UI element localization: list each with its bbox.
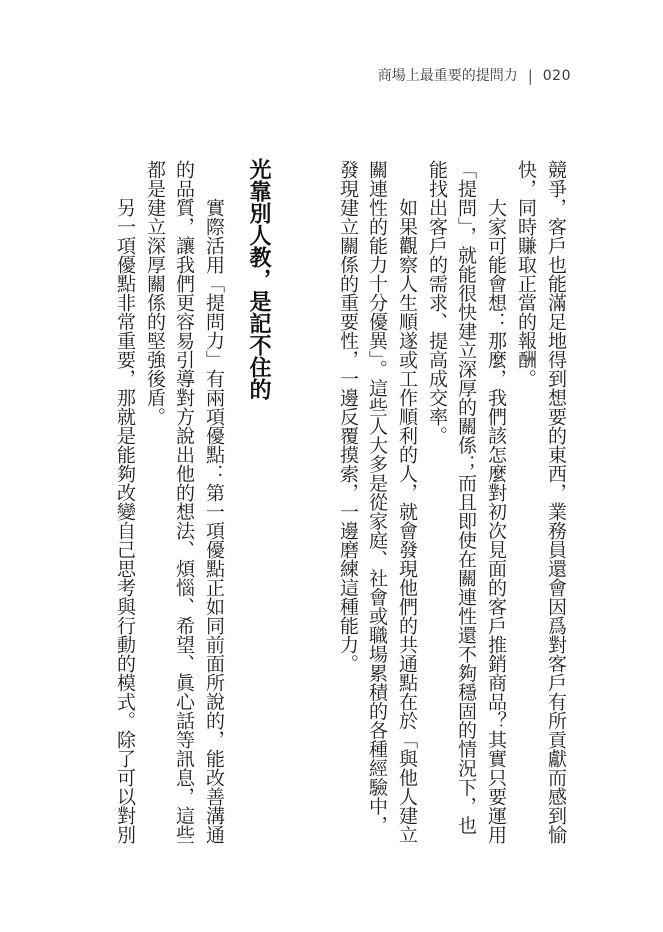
page-number: 020 bbox=[542, 68, 571, 84]
text-column: 快，同時賺取正當的報酬。 bbox=[515, 160, 537, 388]
text-column: 能找出客戶的需求、提高成交率。 bbox=[426, 160, 448, 445]
text-column: 的品質，讓我們更容易引導對方說出他的想法、煩惱、希望、眞心話等訊息，這些 bbox=[173, 160, 195, 844]
text-column: 大家可能會想：那麼，我們該怎麼對初次見面的客戶推銷商品？其實只要運用 bbox=[485, 198, 507, 844]
text-column: 另一項優點非常重要，那就是能夠改變自己思考與行動的模式。除了可以對別 bbox=[114, 198, 136, 844]
text-column: 關連性的能力十分優異」。這些人大多是從家庭、社會或職場累積的各種經驗中， bbox=[366, 160, 388, 835]
text-column: 都是建立深厚關係的堅強後盾。 bbox=[144, 160, 166, 426]
running-header bbox=[378, 66, 571, 86]
text-column: 「提問」，就能很快建立深厚的關係；而且即使在關連性還不夠穩固的情況下，也 bbox=[455, 160, 477, 835]
text-column: 發現建立關係的重要性，一邊反覆摸索，一邊磨練這種能力。 bbox=[337, 160, 359, 673]
text-column: 實際活用「提問力」有兩項優點：第一項優點正如同前面所說的，能改善溝通 bbox=[203, 198, 225, 844]
text-column: 如果觀察人生順遂或工作順利的人，就會發現他們的共通點在於「與他人建立 bbox=[396, 198, 418, 844]
text-column: 競爭，客戶也能滿足地得到想要的東西，業務員還會因爲對客戶有所貢獻而感到愉 bbox=[545, 160, 567, 844]
section-heading: 光靠別人教，是記不住的 bbox=[246, 158, 271, 400]
book-title: 商場上最重要的提問力 bbox=[377, 68, 518, 84]
header-separator: | bbox=[527, 67, 533, 85]
